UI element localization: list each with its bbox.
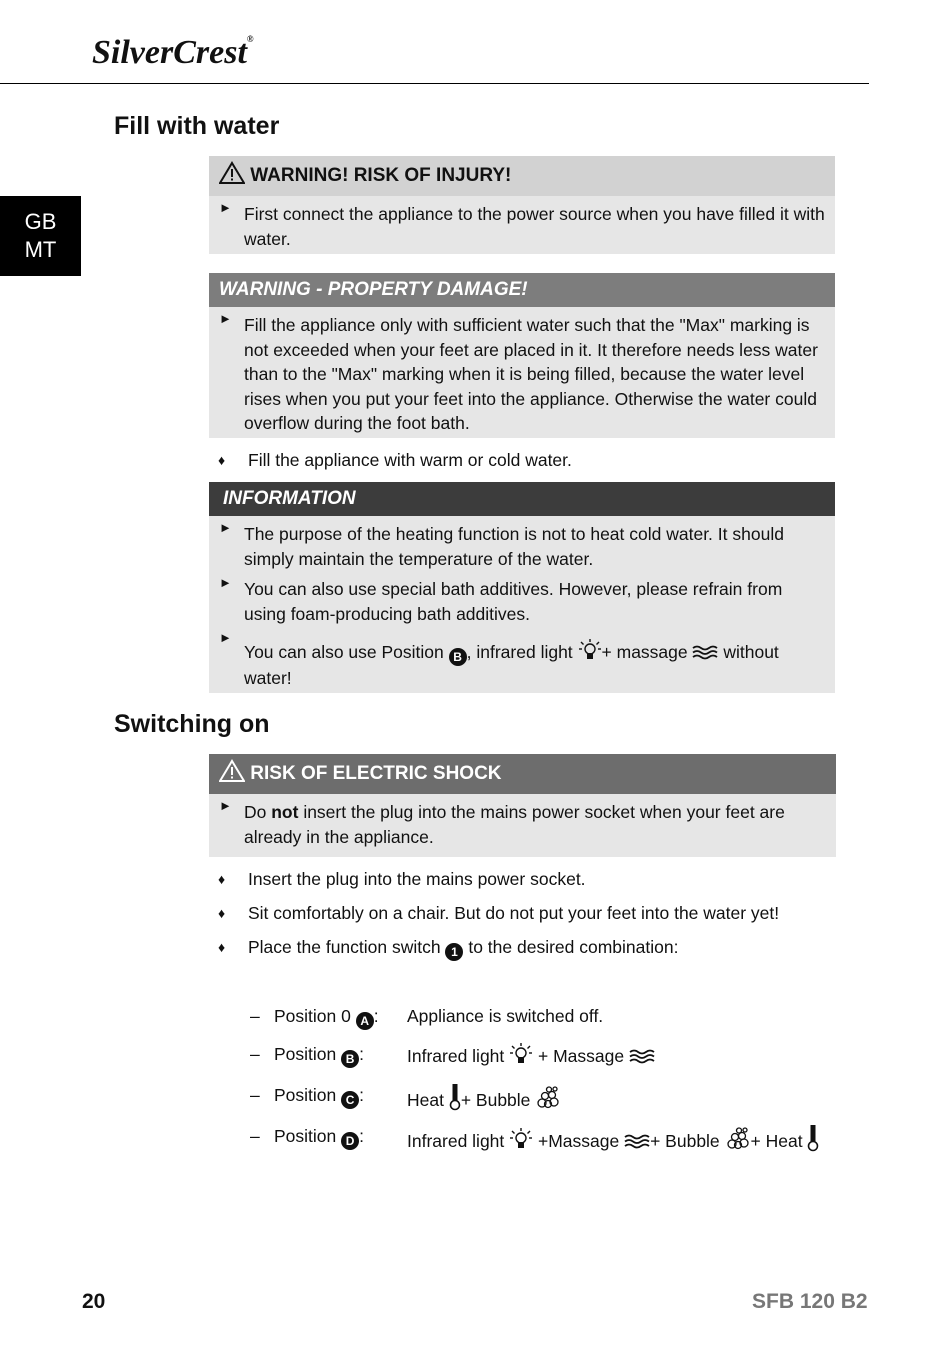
list-item: ► First connect the appliance to the power source when you have filled it with water. [209,196,835,251]
bubble-icon [725,1127,751,1151]
position-b-marker: B [341,1050,359,1068]
page-number: 20 [82,1290,106,1313]
arrow-bullet-icon: ► [219,575,232,590]
position-c-marker: C [341,1091,359,1109]
list-item: ► The purpose of the heating function is not to heat cold water. It should simply maintain the temperature of the water. [209,516,835,571]
list-item: ► Do not insert the plug into the mains power socket when your feet are already in the appliance. [209,794,836,849]
warning-injury-header: WARNING! RISK OF INJURY! [209,156,835,196]
section-title-fill: Fill with water [114,112,280,140]
warning-injury-box [209,156,835,254]
position-d-marker: D [341,1132,359,1150]
information-header: INFORMATION [209,482,835,516]
list-item: ► You can also use special bath additives. However, please refrain from using foam-producing bath additives. [209,571,835,626]
electric-shock-header: RISK OF ELECTRIC SHOCK [209,754,836,794]
infrared-light-icon [509,1127,533,1151]
diamond-bullet-icon: ♦ [218,871,226,887]
arrow-bullet-icon: ► [219,200,232,215]
electric-shock-box [209,754,836,857]
warning-triangle-icon [219,759,245,783]
function-switch-marker: 1 [445,943,463,961]
header-rule [0,83,869,84]
warning-triangle-icon [219,161,245,185]
massage-waves-icon [624,1133,650,1149]
position-b-marker: B [449,648,467,666]
section-title-switching: Switching on [114,710,270,738]
massage-waves-icon [629,1048,655,1064]
heat-thermometer-icon [807,1124,819,1152]
list-item: ► Fill the appliance only with sufficient water such that the "Max" marking is not exceeded when your feet are placed in it. It therefore needs less water than to the "Max" marking when it is being filled, because the water level rises when you put your feet into the appliance. Otherwise the water could overflow during the foot bath. [209,307,835,436]
arrow-bullet-icon: ► [219,311,232,326]
brand-logo: SilverCrest® [92,34,254,71]
massage-waves-icon [692,644,718,660]
heat-thermometer-icon [449,1083,461,1111]
model-number: SFB 120 B2 [752,1290,868,1313]
warning-property-header: WARNING - PROPERTY DAMAGE! [209,273,835,307]
list-item: ► You can also use Position B , infrared light + massage without water! [209,626,835,691]
arrow-bullet-icon: ► [219,798,232,813]
information-box [209,482,835,693]
arrow-bullet-icon: ► [219,630,232,645]
diamond-bullet-icon: ♦ [218,452,226,468]
bubble-icon [535,1086,561,1110]
infrared-light-icon [578,638,602,662]
position-a-marker: A [356,1012,374,1030]
language-tab: GB MT [0,196,81,276]
diamond-bullet-icon: ♦ [218,939,226,955]
diamond-bullet-icon: ♦ [218,905,226,921]
infrared-light-icon [509,1042,533,1066]
arrow-bullet-icon: ► [219,520,232,535]
warning-property-box [209,273,835,438]
